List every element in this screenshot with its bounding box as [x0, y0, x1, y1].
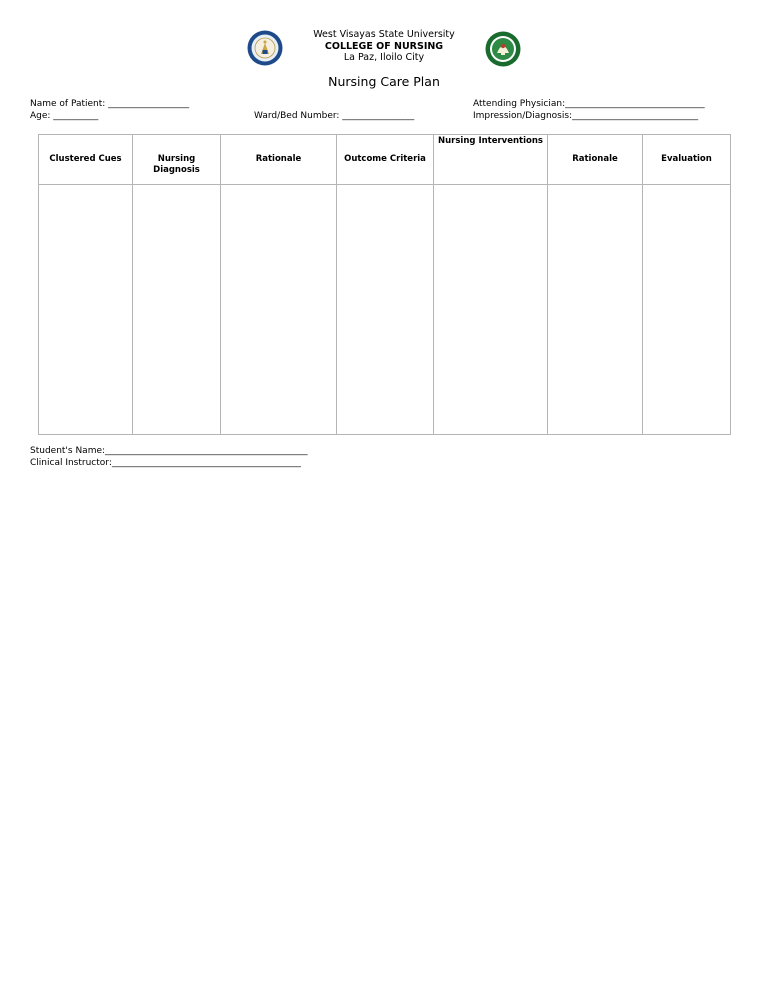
nursing-diagnosis-cell[interactable]	[133, 185, 221, 435]
ward-bed-field: Ward/Bed Number: ________________	[254, 111, 415, 121]
table-header-row	[39, 135, 731, 185]
clinical-instructor-field: Clinical Instructor:__________________________________________	[30, 458, 301, 468]
rationale-2-cell[interactable]	[548, 185, 643, 435]
column-header-nursing-diagnosis: Nursing Diagnosis	[133, 135, 221, 185]
school-location: La Paz, Iloilo City	[343, 52, 425, 63]
college-name: COLLEGE OF NURSING	[324, 40, 444, 52]
column-header-evaluation: Evaluation	[643, 135, 731, 185]
name-of-patient-field: Name of Patient: __________________	[30, 99, 190, 109]
impression-diagnosis-field: Impression/Diagnosis:____________________________	[473, 111, 699, 121]
nursing-interventions-cell[interactable]	[434, 185, 548, 435]
rationale-cell[interactable]	[221, 185, 337, 435]
college-seal-icon	[485, 31, 521, 67]
column-header-rationale-2: Rationale	[548, 135, 643, 185]
column-header-clustered-cues: Clustered Cues	[39, 135, 133, 185]
column-header-rationale: Rationale	[221, 135, 337, 185]
students-name-field: Student's Name:_____________________________________________	[30, 446, 308, 456]
clustered-cues-cell[interactable]	[39, 185, 133, 435]
age-field: Age: __________	[30, 111, 99, 121]
table-row	[39, 185, 731, 435]
column-header-outcome-criteria: Outcome Criteria	[337, 135, 434, 185]
university-name: West Visayas State University	[313, 29, 455, 40]
nursing-care-plan-table	[38, 134, 731, 435]
page-title: Nursing Care Plan	[328, 74, 440, 89]
evaluation-cell[interactable]	[643, 185, 731, 435]
column-header-nursing-interventions: Nursing Interventions	[434, 135, 548, 185]
outcome-criteria-cell[interactable]	[337, 185, 434, 435]
attending-physician-field: Attending Physician:_______________________________	[473, 99, 705, 109]
